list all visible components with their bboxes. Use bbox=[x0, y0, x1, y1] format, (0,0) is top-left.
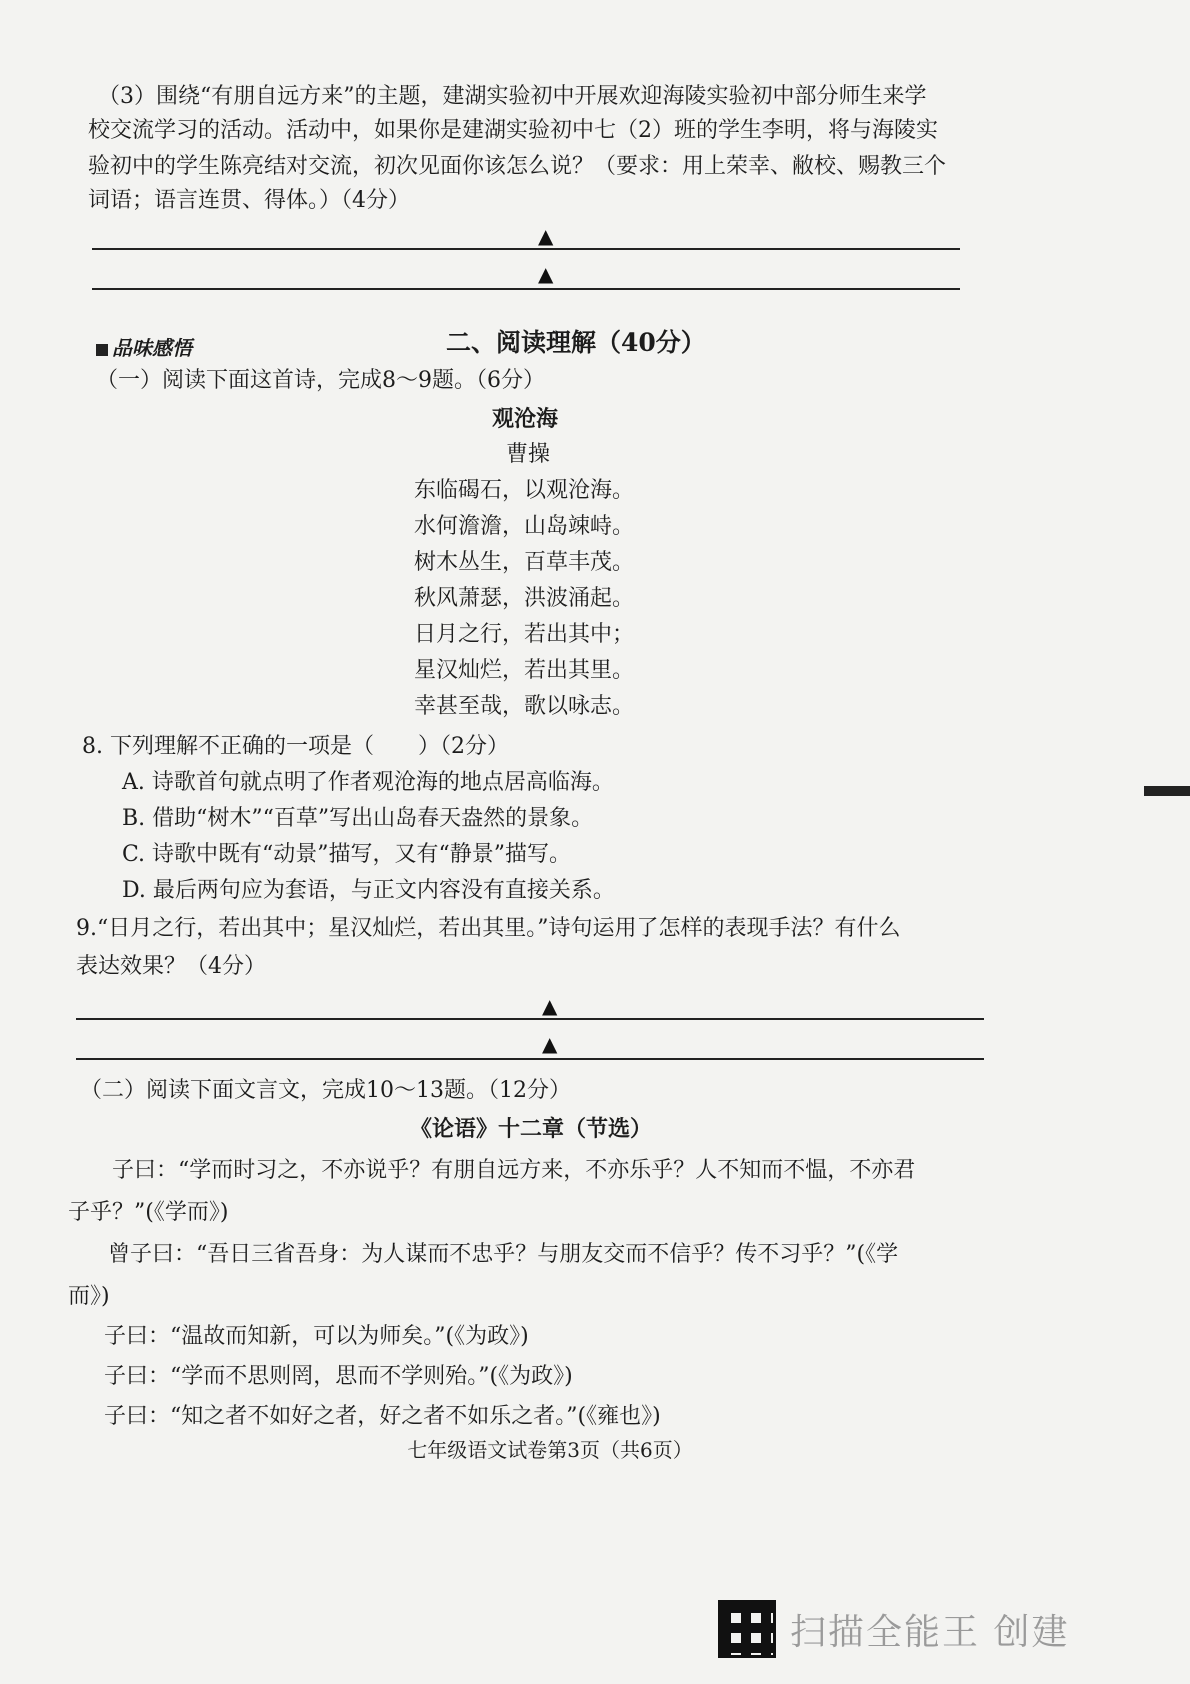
text-line: 子曰：“学而时习之，不亦说乎？有朋自远方来，不亦乐乎？人不知而不愠，不亦君 bbox=[112, 1158, 916, 1183]
text-line: 子曰：“学而不思则罔，思而不学则殆。”(《为政》) bbox=[104, 1364, 573, 1389]
text-line: 而》) bbox=[68, 1284, 110, 1309]
text-line: 曾子曰：“吾日三省吾身：为人谋而不忠乎？与朋友交而不信乎？传不习乎？”(《学 bbox=[108, 1242, 899, 1267]
square-bullet-icon bbox=[96, 344, 108, 356]
poem-line: 树木丛生，百草丰茂。 bbox=[414, 550, 635, 575]
q3-line-2: 校交流学习的活动。活动中，如果你是建湖实验初中七（2）班的学生李明，将与海陵实 bbox=[88, 118, 938, 143]
qr-code-icon bbox=[718, 1600, 776, 1658]
poem-title: 观沧海 bbox=[492, 406, 559, 432]
page-footer: 七年级语文试卷第3页（共6页） bbox=[407, 1438, 693, 1462]
poem-author: 曹操 bbox=[506, 442, 551, 467]
poem-line: 水何澹澹，山岛竦峙。 bbox=[414, 514, 635, 539]
section-tag bbox=[96, 332, 192, 361]
q3-line-4: 词语；语言连贯、得体。）（4分） bbox=[88, 188, 410, 213]
answer-line[interactable] bbox=[92, 288, 960, 290]
poem-line: 东临碣石，以观沧海。 bbox=[414, 478, 635, 503]
text-line: 子曰：“温故而知新，可以为师矣。”(《为政》) bbox=[104, 1324, 529, 1349]
answer-marker: ▲ bbox=[538, 262, 554, 286]
q8-option-c[interactable]: C. 诗歌中既有“动景”描写，又有“静景”描写。 bbox=[122, 842, 572, 867]
q3-line-1: （3）围绕“有朋自远方来”的主题，建湖实验初中开展欢迎海陵实验初中部分师生来学 bbox=[98, 84, 927, 109]
answer-line[interactable] bbox=[76, 1058, 984, 1060]
poem-line: 星汉灿烂，若出其里。 bbox=[414, 658, 635, 683]
watermark-text: 扫描全能王 创建 bbox=[790, 1611, 1070, 1653]
q9-line-2: 表达效果？（4分） bbox=[76, 954, 266, 979]
section-tag-label: 品味感悟 bbox=[112, 336, 192, 360]
poem-line: 日月之行，若出其中； bbox=[414, 622, 635, 647]
q9-line-1: 9.“日月之行，若出其中；星汉灿烂，若出其里。”诗句运用了怎样的表现手法？有什么 bbox=[76, 916, 901, 941]
q8-option-b[interactable]: B. 借助“树木”“百草”写出山岛春天盎然的景象。 bbox=[122, 806, 594, 831]
q8-option-a[interactable]: A. 诗歌首句就点明了作者观沧海的地点居高临海。 bbox=[122, 770, 614, 795]
poem-line: 幸甚至哉，歌以咏志。 bbox=[414, 694, 635, 719]
part2-intro: （二）阅读下面文言文，完成10～13题。（12分） bbox=[80, 1078, 571, 1103]
text-title: 《论语》十二章（节选） bbox=[410, 1116, 653, 1142]
section-title: 二、阅读理解（40分） bbox=[446, 328, 706, 357]
scanner-watermark bbox=[718, 1600, 1069, 1658]
answer-marker: ▲ bbox=[542, 994, 558, 1018]
text-line: 子乎？”(《学而》) bbox=[68, 1200, 229, 1225]
page-edge-mark bbox=[1144, 786, 1190, 796]
q8-stem: 8. 下列理解不正确的一项是（ ）（2分） bbox=[82, 734, 509, 759]
q3-line-3: 验初中的学生陈亮结对交流，初次见面你该怎么说？（要求：用上荣幸、敝校、赐教三个 bbox=[88, 154, 947, 179]
answer-line[interactable] bbox=[76, 1018, 984, 1020]
answer-marker: ▲ bbox=[538, 224, 554, 248]
answer-marker: ▲ bbox=[542, 1032, 558, 1056]
part1-intro: （一）阅读下面这首诗，完成8～9题。（6分） bbox=[96, 368, 545, 393]
q8-option-d[interactable]: D. 最后两句应为套语，与正文内容没有直接关系。 bbox=[122, 878, 615, 903]
poem-line: 秋风萧瑟，洪波涌起。 bbox=[414, 586, 635, 611]
answer-line[interactable] bbox=[92, 248, 960, 250]
text-line: 子曰：“知之者不如好之者，好之者不如乐之者。”(《雍也》) bbox=[104, 1404, 661, 1429]
